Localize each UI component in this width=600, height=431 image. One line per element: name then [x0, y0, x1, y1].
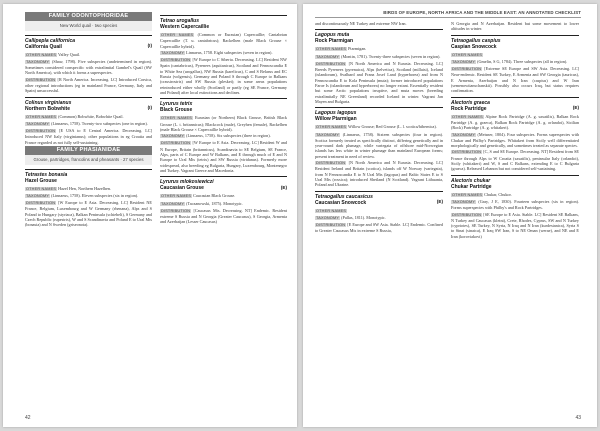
section-label: DISTRIBUTION: [26, 201, 56, 206]
section-label: OTHER NAMES: [452, 192, 483, 197]
right-col-2: [451, 21, 579, 240]
section-text: (Linnaeus, 1758). Sixteen subspecies (four in region). Scotica formerly treated as specifically distinct, differing genetically and in year-round dark plumage, while variegata of offshore mid-Norwegian islands has less white in winter plumage than mainland European forms; present treatment in need of review.: [315, 131, 443, 159]
section-label: DISTRIBUTION: [316, 161, 346, 166]
left-col-2: [160, 12, 287, 229]
species-common-name: Willow Ptarmigan: [315, 116, 357, 123]
species-paragraph: [160, 115, 287, 132]
section-text: (Gmelin, S G, 1784). Three subspecies (all in region).: [476, 58, 568, 64]
species-scientific-name: Alectoris chukar: [451, 177, 491, 184]
species-scientific-name: Tetrao urogallus: [160, 18, 199, 24]
species-paragraph: [451, 66, 579, 93]
species-paragraph: [315, 46, 443, 52]
section-text: Alpine Rock Partridge (A. g. saxatilis), Balkan Rock Partridge (A. g. graeca), Balkan Rock Partridge (A. g. orlandoi), Sicilian (Rock) Partridge (A. g. whitakeri).: [451, 113, 579, 131]
species-paragraph: [451, 149, 579, 171]
status-badge: (E): [280, 184, 287, 190]
section-text: (Montin, 1781). Twenty-three subspecies (seven in region).: [340, 53, 441, 59]
right-page: [303, 4, 597, 427]
species-scientific-name: Tetraogallus caucasicus: [315, 193, 373, 200]
species-paragraph: [25, 77, 152, 94]
section-text: [W Europe to E Asia. Decreasing. LC] Resident W and N Europe, Britain (britannicus), Scandinavia to SE Belgium, SE France, Alps, parts of C Europe and W Balkans, and E through much of E and N Europe to Ural Mts (tetrix) and SW Russia (viridanus). Formerly more widespread, also breeding eg Bulgaria, Hungary, Luxembourg, Montenegro and Turkey. Vagrant Greece and Macedonia.: [160, 140, 287, 173]
section-text: [E USA to E Central America. Decreasing. LC] Introduced NW Italy (virginianus); other populations in eg Croatia and France regarded as not fully self-sustaining.: [25, 128, 152, 145]
species-paragraph: [25, 114, 152, 120]
species-paragraph: [160, 133, 287, 139]
species-paragraph: [25, 121, 152, 127]
species-common-name: Western Capercaillie: [160, 24, 210, 30]
species-scientific-name: Colinus virginianus: [25, 99, 72, 106]
section-text: (Taczanowski, 1875). Monotypic.: [185, 200, 243, 206]
species-scientific-name: Lagopus muta: [315, 32, 350, 39]
species-header: [160, 98, 287, 113]
continued-text: N Georgia and N Azerbaijan. Resident but some movement to lower altitudes in winter.: [451, 21, 579, 32]
species-paragraph: [315, 222, 443, 234]
species-paragraph: [160, 201, 287, 207]
species-header: [315, 107, 443, 122]
section-text: Linnaeus, 1758. Eight subspecies (seven in region).: [185, 49, 273, 55]
status-badge: (I): [147, 105, 152, 111]
species-paragraph: [451, 192, 579, 198]
left-col-1: [25, 12, 152, 229]
species-scientific-name: Lyrurus mlokosiewiczi: [160, 179, 214, 186]
species-paragraph: [25, 59, 152, 76]
section-label: DISTRIBUTION: [316, 223, 346, 228]
family-heading: FAMILY ODONTOPHORIDAE: [25, 12, 152, 21]
section-text: (Pallas, 1811). Monotypic.: [340, 214, 386, 220]
species-header: [25, 97, 152, 112]
species-paragraph: [25, 186, 152, 192]
section-label: OTHER NAMES: [452, 114, 483, 119]
section-label: TAXONOMY: [316, 215, 340, 220]
species-common-name: Black Grouse: [160, 107, 193, 114]
species-scientific-name: Lagopus lagopus: [315, 110, 357, 117]
section-text: (Meisner, 1804). Four subspecies. Forms superspecies with Chukar and Philby's Partridges. Whitakeri from Sicily well differentiated morphologically and genetically, and sometimes treated as separate species.: [451, 131, 579, 149]
species-scientific-name: Lyrurus tetrix: [160, 101, 193, 108]
species-paragraph: [451, 199, 579, 211]
section-text: [N North America and N Eurasia. Decreasing. LC] Breeds Pyrenees (pyrenaica), Alps (helvetica), Scotland (millaisi), Iceland (islandorum), Svalbard and Franz Josef Land (hyperborea) and from N Fennoscandia E to Kola Peninsula (muta); former introduced populations Faroe Is (islandorum and hyperborea) no longer extant. Essentially resident but some Arctic populations irruptive, and muta moves (breeding extralimitally NE Greenland) recorded Iceland in winter. Vagrant Jan Mayen and Bulgaria.: [315, 60, 443, 104]
left-page: [3, 4, 297, 427]
right-col-1: [315, 21, 443, 240]
species-common-name: Rock Partridge: [451, 105, 487, 112]
species-paragraph: [451, 59, 579, 65]
section-label: OTHER NAMES: [316, 125, 347, 130]
species-paragraph: [25, 200, 152, 227]
section-label: TAXONOMY: [161, 201, 185, 206]
running-head: BIRDS OF EUROPE, NORTH AFRICA AND THE MIDDLE EAST: AN ANNOTATED CHECKLIST: [315, 10, 581, 18]
page-number: 43: [575, 415, 581, 421]
section-text: (Common or Eurasian) Capercaillie; Cantabrian Capercaillie (T. u. cantabricus); Rackelhen (male Black Grouse × Capercaillie hybrid).: [160, 32, 288, 49]
species-scientific-name: Tetrastes bonasia: [25, 171, 68, 178]
section-text: [Caucasus Mts. Decreasing. NT] Endemic. Resident extreme S Russia and N Georgia (Greater Caucasus), S Georgia, Armenia and Azerbaijan (Lesser Caucasus): [160, 207, 287, 225]
section-label: DISTRIBUTION: [316, 61, 346, 66]
section-text: [Extreme SE Europe and SW Asia. Decreasing. LC] Near-endemic. Resident SE Turkey, E Armenia and SW Georgia (tauricus), E Armenia, Azerbaijan and N Iran (caspius) and W Iran (semenowtianschanskii). Possibly also occurs Iraq, but status requires confirmation.: [451, 66, 579, 94]
section-label: DISTRIBUTION: [452, 150, 482, 155]
section-text: [W Europe to E Asia. Decreasing. LC] Resident NE France, Belgium, Luxembourg and W Germany (rhenana), Alps and S Poland to Hungary (styriaca), Balkan Peninsula (schiebeli), S Germany and Czech Republic (rupestris), W and S Scandinavia and Poland E to Ural Mts (bonasia) and N Sweden (griseonota).: [25, 200, 152, 228]
species-header: [315, 29, 443, 44]
section-text: (Common) Bobwhite, Bobwhite Quail.: [57, 113, 124, 119]
section-text: Valley Quail.: [57, 51, 81, 57]
species-header: [160, 15, 287, 30]
species-paragraph: [160, 32, 287, 49]
species-common-name: Caspian Snowcock: [451, 43, 497, 50]
section-label: OTHER NAMES: [26, 186, 57, 191]
section-label: DISTRIBUTION: [26, 129, 56, 134]
section-label: DISTRIBUTION: [161, 141, 191, 146]
page-number: 42: [25, 415, 31, 421]
species-header: [451, 175, 579, 190]
section-label: TAXONOMY: [452, 132, 476, 137]
species-paragraph: [25, 193, 152, 199]
family-subtitle: Grouse, partridges, francolins and pheasants · 27 species: [25, 155, 152, 164]
section-label: OTHER NAMES: [316, 208, 347, 213]
section-label: OTHER NAMES: [161, 33, 194, 37]
species-common-name: Caucasian Grouse: [160, 185, 204, 192]
section-text: (Gray, J E, 1830). Fourteen subspecies (six in region). Forms superspecies with Philby's and Rock Partridges.: [451, 198, 579, 211]
species-header: [451, 97, 579, 112]
section-label: TAXONOMY: [26, 193, 50, 198]
section-text: (Linnaeus, 1758). Eleven subspecies (six in region).: [50, 192, 139, 198]
section-label: TAXONOMY: [161, 50, 185, 55]
section-label: TAXONOMY: [452, 59, 476, 64]
species-scientific-name: Alectoris graeca: [451, 99, 490, 106]
section-text: (Linnaeus, 1758). Six subspecies (three in region).: [185, 133, 271, 139]
section-text: [W Europe to C Siberia. Decreasing. LC] Resident NW Spain (cantabricus), Pyrenees (aquitanicus), Scotland and Fennoscandia E to White Sea (urogallus), NW Russia (karelicus), C and S Belarus and EC Russia (volgensis), Germany and Poland S through C Europe to Balkans (crassirostris) and SW Russia (pleskei); in some areas populations reintroduced either wholly (Scotland) or partly (eg SE France, Germany and Poland) after local extinctions and declines.: [160, 57, 287, 95]
species-paragraph: [160, 57, 287, 95]
section-label: OTHER NAMES: [161, 194, 192, 199]
species-scientific-name: Tetraogallus caspius: [451, 37, 501, 44]
section-label: OTHER NAMES: [161, 116, 192, 121]
species-header: [451, 35, 579, 50]
section-text: Hazel Hen, Northern Hazelhen.: [57, 185, 111, 191]
section-text: [R North America. Increasing. LC] Introduced Corsica, other regional introductions (eg in mainland France, Germany, Italy and Spain) unsuccessful.: [25, 76, 152, 94]
species-header: [315, 191, 443, 206]
species-common-name: Northern Bobwhite: [25, 105, 70, 112]
species-paragraph: [315, 124, 443, 130]
species-header: [25, 35, 152, 50]
section-label: OTHER NAMES: [26, 52, 57, 57]
section-text: Ptarmigan.: [347, 46, 367, 52]
family-heading: FAMILY PHASIANIDAE: [25, 146, 152, 155]
species-common-name: Rock Ptarmigan: [315, 38, 354, 45]
section-text: Willow Grouse; Red Grouse (L. l. scotica/hibernica).: [347, 124, 437, 130]
species-paragraph: [451, 212, 579, 239]
species-common-name: Chukar Partridge: [451, 183, 492, 190]
section-label: TAXONOMY: [161, 134, 185, 139]
species-paragraph: [315, 160, 443, 187]
species-paragraph: [315, 208, 443, 214]
section-label: DISTRIBUTION: [452, 67, 482, 72]
section-text: [E Europe and SW Asia. Stable. LC] Endemic. Confined to Greater Caucasus Mts in extreme S Russia,: [315, 222, 443, 234]
species-paragraph: [451, 52, 579, 58]
species-common-name: Caucasian Snowcock: [315, 199, 367, 206]
species-scientific-name: Callipepla californica: [25, 37, 76, 44]
species-paragraph: [160, 140, 287, 173]
species-paragraph: [451, 114, 579, 131]
section-label: TAXONOMY: [26, 121, 50, 126]
section-text: (Linnaeus, 1758). Twenty-two subspecies (one in region).: [50, 120, 148, 126]
species-paragraph: [315, 215, 443, 221]
section-label: OTHER NAMES: [452, 52, 483, 57]
section-label: TAXONOMY: [452, 199, 476, 204]
species-header: [160, 176, 287, 191]
section-label: TAXONOMY: [26, 59, 50, 64]
section-label: DISTRIBUTION: [452, 212, 482, 217]
continued-text: and discontinuously NE Turkey and extreme NW Iran.: [315, 21, 407, 26]
family-subtitle: New World quail · two species: [25, 21, 152, 30]
section-label: OTHER NAMES: [316, 47, 347, 52]
species-paragraph: [25, 52, 152, 58]
species-paragraph: [25, 128, 152, 145]
status-badge: (I): [147, 43, 152, 49]
section-label: DISTRIBUTION: [161, 208, 191, 213]
species-paragraph: [315, 54, 443, 60]
section-text: Chukar, Chukor.: [483, 191, 512, 197]
species-common-name: California Quail: [25, 43, 62, 50]
section-text: [SE Europe to E Asia. Stable. LC] Resident SE Balkans, N Turkey and Caucasus (kleini), Crete, Rhodes, Cyprus, SW and N Turkey (cypriotes), SE Turkey, N Syria, N Iraq and N Iran (kurdestanica), Syria S to Sinai (sinaica), E Iraq SW Iran, S to NE Oman (werae), and NE and E Iran (koroviakovi): [451, 211, 579, 239]
section-label: TAXONOMY: [316, 132, 340, 137]
species-paragraph: [160, 208, 287, 225]
section-text: Caucasian Black Grouse.: [192, 193, 236, 199]
section-text: [C, S and SE Europe. Decreasing. NT] Resident from SE France through Alps to W Croatia (saxatilis), peninsular Italy (orlandoi), Sicily (whitakeri) and W, S and C Balkans, extending E to C Bulgaria (graeca). Released Lebanon but not considered self-sustaining.: [451, 149, 579, 172]
section-text: [N North America and N Eurasia. Decreasing. LC] Resident Ireland and Britain (scotica), islands off W Norway (variegata), from N Fennoscandia E to N Ural Mts (lagopus) and Baltic States E to S Ural Mts (rossica); introduced Shetland (N Scotland). Vagrant Lithuania, Poland and Ukraine.: [315, 160, 443, 188]
status-badge: (E): [436, 199, 443, 205]
section-label: DISTRIBUTION: [26, 77, 56, 82]
section-label: DISTRIBUTION: [161, 58, 191, 63]
section-label: TAXONOMY: [316, 54, 340, 59]
species-paragraph: [160, 50, 287, 56]
section-text: Eurasian (or Northern) Black Grouse, British Black Grouse (L. t. britannicus); Blackcock (male), Greyhen (female), Rackelhen (male Black Grouse × Capercaillie hybrid).: [160, 115, 287, 132]
section-label: OTHER NAMES: [26, 114, 57, 119]
species-paragraph: [315, 61, 443, 104]
species-paragraph: [315, 132, 443, 159]
species-header: [25, 169, 152, 184]
status-badge: (E): [572, 105, 579, 111]
section-text: (Shaw, 1798). Five subspecies (undetermined in region). Sometimes considered conspecific with extralimital Gambel's Quail (SW North America), with which it forms a superspecies.: [25, 58, 152, 76]
species-common-name: Hazel Grouse: [25, 177, 57, 184]
species-paragraph: [451, 132, 579, 149]
species-paragraph: [160, 193, 287, 199]
